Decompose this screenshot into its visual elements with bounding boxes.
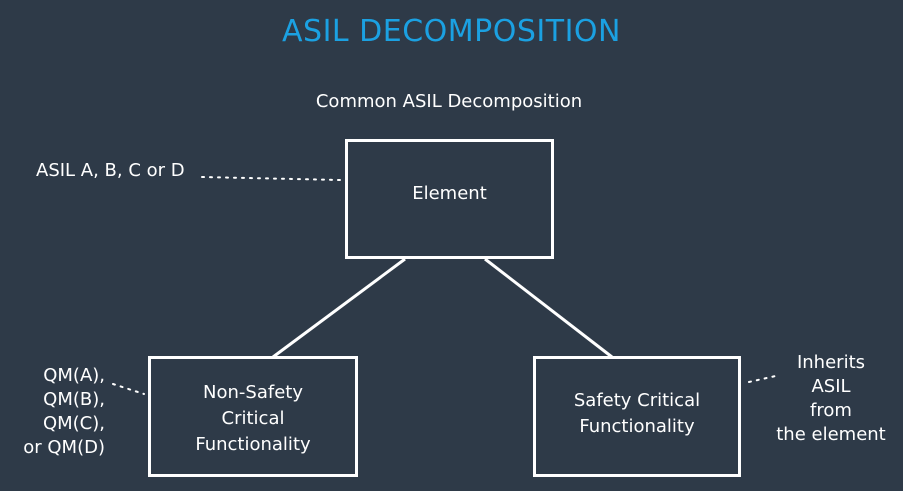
qm-line-1: QM(A),	[43, 365, 105, 386]
qm-levels-annotation	[23, 364, 105, 460]
non-safety-line-2: Critical	[221, 407, 285, 429]
asil-levels-annotation: ASIL A, B, C or D	[36, 160, 185, 181]
safety-line-2: Functionality	[579, 415, 695, 437]
qm-line-2: QM(B),	[43, 389, 105, 410]
inherits-line-3: from	[810, 400, 852, 421]
safety-box-text	[574, 388, 700, 440]
dotted-leader-qm	[113, 384, 144, 394]
dotted-leader-asil	[202, 177, 340, 180]
connector-element-to-safety	[485, 259, 612, 357]
non-safety-line-1: Non-Safety	[203, 381, 303, 403]
element-box	[345, 139, 554, 259]
qm-line-4: or QM(D)	[23, 437, 105, 458]
safety-critical-box	[533, 356, 741, 477]
non-safety-critical-box	[148, 356, 358, 477]
inherits-line-4: the element	[776, 424, 886, 445]
element-box-label: Element	[412, 183, 487, 204]
inherits-annotation	[768, 351, 894, 447]
diagram-title: ASIL DECOMPOSITION	[282, 14, 621, 49]
diagram-subtitle: Common ASIL Decomposition	[315, 91, 583, 112]
non-safety-box-text	[195, 380, 310, 458]
inherits-line-1: Inherits	[796, 352, 866, 373]
qm-line-3: QM(C),	[42, 413, 105, 434]
inherits-line-2: ASIL	[811, 376, 851, 397]
connector-element-to-nonsafety	[273, 259, 405, 357]
non-safety-line-3: Functionality	[195, 433, 311, 455]
safety-line-1: Safety Critical	[573, 389, 701, 411]
